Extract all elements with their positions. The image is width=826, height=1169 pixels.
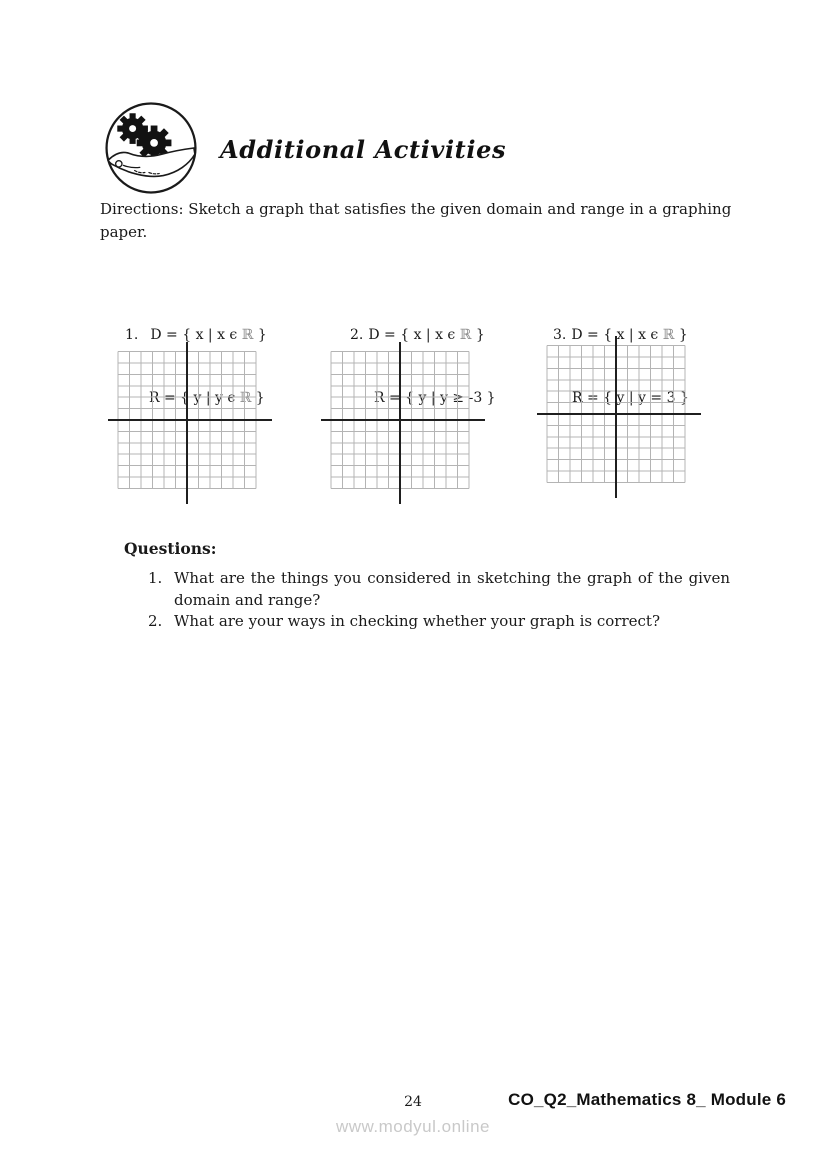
coordinate-grid-3 xyxy=(535,334,703,500)
range-expression: R = { y | y ≥ -3 } xyxy=(374,390,496,406)
questions-heading: Questions: xyxy=(124,539,217,558)
problem-number: 2. xyxy=(350,327,364,343)
page-title: Additional Activities xyxy=(220,135,507,164)
page-number: 24 xyxy=(404,1094,422,1110)
question-item xyxy=(148,611,730,633)
question-text: What are your ways in checking whether your graph is correct? xyxy=(174,612,660,630)
real-numbers-symbol: ℝ xyxy=(241,327,254,343)
watermark-text: www.modyul.online xyxy=(335,1117,490,1136)
domain-expression: D = { x | x ϵ ℝ } xyxy=(150,327,267,343)
question-list xyxy=(148,568,730,633)
question-number: 1. xyxy=(148,569,163,587)
domain-expression: D = { x | x ϵ ℝ } xyxy=(368,327,485,343)
real-numbers-symbol: ℝ xyxy=(662,327,675,343)
domain-expression: D = { x | x ϵ ℝ } xyxy=(571,327,688,343)
problem-number: 1. xyxy=(125,327,139,343)
real-numbers-symbol: ℝ xyxy=(239,390,252,406)
question-number: 2. xyxy=(148,612,163,630)
coordinate-grid-1 xyxy=(106,340,274,506)
coordinate-grid-2 xyxy=(319,340,487,506)
problem-number: 3. xyxy=(553,327,567,343)
question-text: What are the things you considered in sketching the graph of the given domain and range? xyxy=(174,569,730,609)
range-expression: R = { y | y ϵ ℝ } xyxy=(149,390,265,406)
module-footer-label: CO_Q2_Mathematics 8_ Module 6 xyxy=(508,1090,786,1109)
directions-text: Directions: Sketch a graph that satisfies the given domain and range in a graphing paper. xyxy=(100,200,732,242)
question-item xyxy=(148,568,730,611)
real-numbers-symbol: ℝ xyxy=(459,327,472,343)
range-expression: R = { y | y = 3 } xyxy=(572,390,689,406)
gears-in-hand-icon xyxy=(104,101,198,195)
